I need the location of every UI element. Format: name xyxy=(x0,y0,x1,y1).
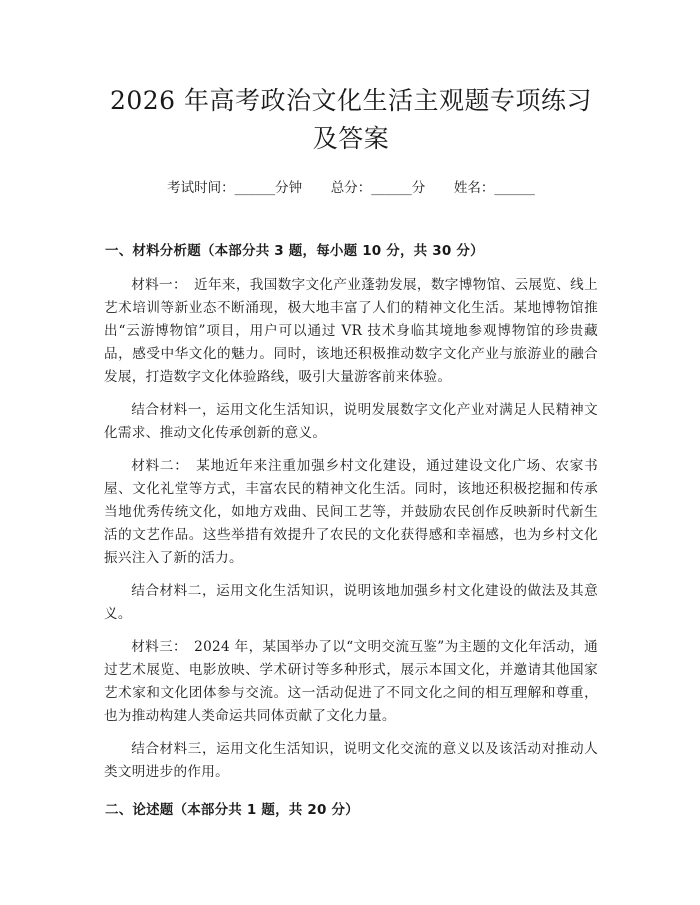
question-three-text: 结合材料三，运用文化生活知识，说明文化交流的意义以及该活动对推动人类文明进步的作用。 xyxy=(104,741,598,780)
exam-info-line xyxy=(104,178,598,198)
question-two-text: 结合材料二，运用文化生活知识，说明该地加强乡村文化建设的做法及其意义。 xyxy=(104,583,598,622)
section-heading-essay: 二、论述题（本部分共 1 题，共 20 分） xyxy=(105,802,359,818)
question-one-text: 结合材料一，运用文化生活知识，说明发展数字文化产业对满足人民精神文化需求、推动文化传承创新的意义。 xyxy=(104,402,598,441)
document-title: 2026 年高考政治文化生活主观题专项练习及答案 xyxy=(109,86,593,153)
material-one-text: 材料一： 近年来，我国数字文化产业蓬勃发展，数字博物馆、云展览、线上艺术培训等新业态不断涌现，极大地丰富了人们的精神文化生活。某地博物馆推出“云游博物馆”项目，用户可以通过 VR 技术身临其境地参观博物馆的珍贵藏品，感受中华文化的魅力。同时，该地还积极推动数字文化产业与旅游业的融合发展，打造数字文化体验路线，吸引大量游客前来体验。 xyxy=(104,277,598,385)
material-three-text: 材料三： 2024 年，某国举办了以“文明交流互鉴”为主题的文化年活动，通过艺术展览、电影放映、学术研讨等多种形式，展示本国文化，并邀请其他国家艺术家和文化团体参与交流。这一活动促进了不同文化之间的相互理解和尊重，也为推动构建人类命运共同体贡献了文化力量。 xyxy=(104,639,598,724)
student-name-field: 姓名：______ xyxy=(453,180,535,196)
section-heading-material-analysis: 一、材料分析题（本部分共 3 题，每小题 10 分，共 30 分） xyxy=(105,243,484,259)
material-two-text: 材料二： 某地近年来注重加强乡村文化建设，通过建设文化广场、农家书屋、文化礼堂等方式，丰富农民的精神文化生活。同时，该地还积极挖掘和传承当地优秀传统文化，如地方戏曲、民间工艺等，并鼓励农民创作反映新时代新生活的文艺作品。这些举措有效提升了农民的文化获得感和幸福感，也为乡村文化振兴注入了新的活力。 xyxy=(104,458,598,566)
total-score-field: 总分：______分 xyxy=(330,180,426,196)
exam-time-field: 考试时间：______分钟 xyxy=(167,180,303,196)
